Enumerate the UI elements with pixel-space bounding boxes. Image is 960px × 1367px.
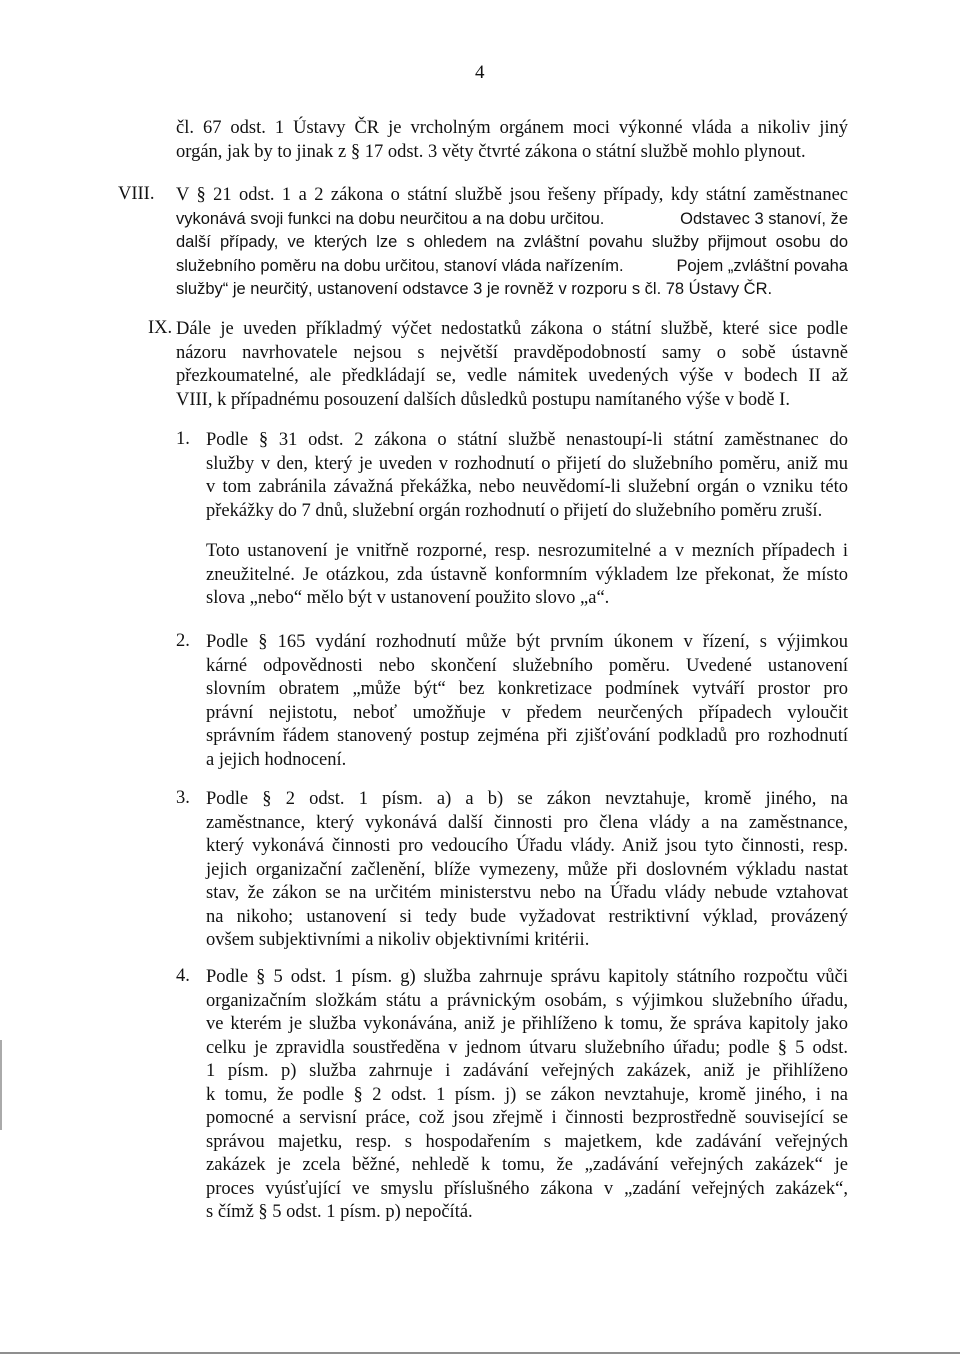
text-line xyxy=(176,255,848,279)
text-line: s čímž § 5 odst. 1 písm. p) nepočítá. xyxy=(206,1202,473,1222)
text-line: Podle § 165 vydání rozhodnutí může být prvním úkonem v řízení, s výjimkou xyxy=(206,632,848,652)
point-3-paragraph xyxy=(206,788,848,953)
text-line: a jejich hodnocení. xyxy=(206,749,347,770)
point-number-2: 2. xyxy=(176,631,190,651)
text-fragment: Odstavec 3 stanoví, že xyxy=(680,209,848,228)
text-line: kárné odpovědnosti nebo skončení služebního poměru. Uvedené ustanovení xyxy=(206,655,848,676)
text-line: V § 21 odst. 1 a 2 zákona o státní službě jsou řešeny případy, kdy státní zaměstnanec xyxy=(176,185,848,205)
text-line: slova „nebo“ mělo být v ustanovení použito slovo „a“. xyxy=(206,588,610,608)
text-line: Podle § 5 odst. 1 písm. g) služba zahrnuje správu kapitoly státního rozpočtu vůči xyxy=(206,967,848,987)
text-line: přezkoumatelné, ale předkládají se, vedle námitek uvedených výše v bodech II až xyxy=(176,366,848,386)
text-line: k tomu, že podle § 2 odst. 1 písm. j) se zákon nevztahuje, kromě jiného, i na xyxy=(206,1084,848,1105)
text-line: čl. 67 odst. 1 Ústavy ČR je vrcholným orgánem moci výkonné vláda a nikoliv jiný xyxy=(176,118,848,138)
text-line: zaměstnance, který vykonává další činnosti pro člena vlády a na zaměstnance, xyxy=(206,812,848,833)
text-line: zakázek je zcela běžné, nehledě k tomu, že „zadávání veřejných zakázek“ je xyxy=(206,1155,848,1175)
point-2-paragraph xyxy=(206,631,848,772)
section-label-viii: VIII. xyxy=(118,184,155,204)
point-number-4: 4. xyxy=(176,966,190,986)
text-line: VIII, k případnému posouzení dalších důsledků postupu namítaného výše v bodě I. xyxy=(176,389,790,410)
text-line: právní nejistotu, neboť umožňuje v předem neurčených případech vyloučit xyxy=(206,702,848,723)
point-1-paragraph xyxy=(206,429,848,523)
text-fragment: vykonává svoji funkci na dobu neurčitou a na dobu určitou. xyxy=(176,209,605,228)
text-line: organizačním složkám státu a právnickým osobám, s výjimkou služebního úřadu, xyxy=(206,990,848,1011)
point-number-1: 1. xyxy=(176,429,190,449)
text-line: Podle § 31 odst. 2 zákona o státní službě nenastoupí-li státní zaměstnanec do xyxy=(206,430,848,450)
text-line: ovšem subjektivními a nikoliv objektivními kritérii. xyxy=(206,930,590,950)
intro-paragraph xyxy=(176,117,848,164)
text-line: který vykonává činnosti pro vedoucího Úřadu vlády. Aniž jsou tyto činnosti, resp. xyxy=(206,836,848,856)
scan-edge-mark xyxy=(0,1040,2,1130)
text-line: ve kterém je služba vykonávána, aniž je přihlíženo k tomu, že správa kapitoly jako xyxy=(206,1014,848,1034)
text-line xyxy=(176,208,848,232)
text-fragment: Pojem „zvláštní povaha xyxy=(676,256,848,275)
text-line: na nikoho; ustanovení si tedy bude vyžadovat restriktivní výklad, provázený xyxy=(206,906,848,927)
point-4-paragraph xyxy=(206,966,848,1225)
section-ix-paragraph xyxy=(176,318,848,412)
text-line: orgán, jak by to jinak z § 17 odst. 3 věty čtvrté zákona o státní službě mohlo plynout. xyxy=(176,141,806,162)
text-line: Toto ustanovení je vnitřně rozporné, resp. nesrozumitelné a v mezních případech i xyxy=(206,541,848,561)
text-line: služby“ je neurčitý, ustanovení odstavce 3 je rovněž v rozporu s čl. 78 Ústavy ČR. xyxy=(176,280,773,298)
text-line: služby v den, který je uveden v rozhodnutí o přijetí do služebního poměru, aniž mu xyxy=(206,453,848,474)
section-viii-body xyxy=(176,184,848,302)
text-line: v tom zabránila závažná překážka, nebo neuvědomí-li služební orgán o vzniku této xyxy=(206,477,848,497)
text-line: proces vyúsťující ve smyslu příslušného zákona v „zadání veřejných zakázek“, xyxy=(206,1178,848,1199)
text-line: jejich organizační začlenění, blíže vymezeny, může při doslovném výkladu nastat xyxy=(206,859,848,880)
text-fragment: služebního poměru na dobu určitou, stanoví vláda nařízením. xyxy=(176,256,624,275)
text-line: slovním obratem „může být“ bez konkretizace podmínek vytváří prostor pro xyxy=(206,679,848,699)
page-number: 4 xyxy=(475,62,485,83)
text-line: zneužitelné. Je otázkou, zda ústavně konformním výkladem lze překonat, že místo xyxy=(206,564,848,585)
point-1-comment xyxy=(206,540,848,611)
text-line: Dále je uveden příkladmý výčet nedostatků zákona o státní službě, které sice podle xyxy=(176,319,848,339)
point-number-3: 3. xyxy=(176,788,190,808)
text-line: další případy, ve kterých lze s ohledem na zvláštní povahu služby přijmout osobu do xyxy=(176,233,848,251)
text-line: překážky do 7 dnů, služební orgán rozhodnutí o přijetí do služebního poměru zruší. xyxy=(206,500,823,521)
text-line: celku je zpravidla soustředěna v jednom útvaru služebního úřadu; podle § 5 odst. xyxy=(206,1037,848,1058)
text-line: pomocné a servisní práce, což jsou zřejmě i činnosti bezprostředně související se xyxy=(206,1108,848,1128)
text-line: Podle § 2 odst. 1 písm. a) a b) se zákon nevztahuje, kromě jiného, na xyxy=(206,789,848,809)
text-line: správním řádem stanovený postup zejména při zjišťování podkladů pro rozhodnutí xyxy=(206,726,848,746)
text-line: 1 písm. p) služba zahrnuje i zadávání veřejných zakázek, aniž je přihlíženo xyxy=(206,1061,848,1081)
text-line: správou majetku, resp. s hospodařením s majetkem, kde zadávání veřejných xyxy=(206,1131,848,1152)
section-label-ix: IX. xyxy=(148,318,173,338)
text-line: názoru navrhovatele nejsou s největší pravděpodobností samy o sobě ústavně xyxy=(176,342,848,363)
text-line: stav, že zákon se na určitém ministerstvu nebo na Úřadu vlády nebude vztahovat xyxy=(206,883,848,903)
scan-bottom-rule xyxy=(0,1352,960,1354)
